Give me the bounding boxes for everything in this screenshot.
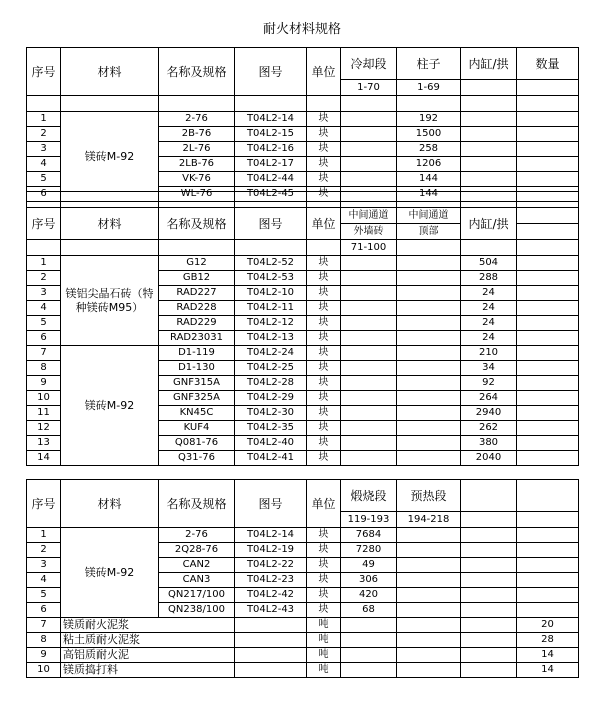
material-cell: 镁砖M-92	[61, 528, 159, 618]
header-spec: 名称及规格	[159, 480, 235, 528]
table-row	[27, 256, 579, 271]
row-seq: 3	[27, 558, 61, 573]
row-calcining: 49	[341, 558, 397, 573]
header-qty: 数量	[517, 48, 579, 80]
row-unit: 块	[307, 588, 341, 603]
row-seq: 4	[27, 157, 61, 172]
row-drawing: T04L2-35	[235, 421, 307, 436]
row-drawing: T04L2-12	[235, 316, 307, 331]
row-spec: G12	[159, 256, 235, 271]
row-unit: 块	[307, 421, 341, 436]
row-lining: 92	[461, 376, 517, 391]
header-unit: 单位	[307, 48, 341, 96]
header-outer-wall: 外墙砖	[341, 224, 397, 240]
row-column: 258	[397, 142, 461, 157]
row-drawing: T04L2-14	[235, 112, 307, 127]
row-unit: 块	[307, 271, 341, 286]
row-seq: 9	[27, 648, 61, 663]
row-unit: 块	[307, 436, 341, 451]
row-unit: 块	[307, 558, 341, 573]
row-drawing: T04L2-24	[235, 346, 307, 361]
header-material: 材料	[61, 208, 159, 240]
row-seq: 12	[27, 421, 61, 436]
row-drawing: T04L2-13	[235, 331, 307, 346]
header-seq: 序号	[27, 480, 61, 528]
row-lining: 24	[461, 331, 517, 346]
header-cooling: 冷却段	[341, 48, 397, 80]
row-unit: 块	[307, 451, 341, 466]
row-drawing: T04L2-19	[235, 543, 307, 558]
row-seq: 5	[27, 316, 61, 331]
row-spec: 2L-76	[159, 142, 235, 157]
section-1-table	[26, 47, 579, 202]
row-unit: 块	[307, 346, 341, 361]
material-cell: 镁砖M-92	[61, 112, 159, 202]
row-spec: CAN3	[159, 573, 235, 588]
row-spec: 2LB-76	[159, 157, 235, 172]
row-spec: VK-76	[159, 172, 235, 187]
row-spec: RAD229	[159, 316, 235, 331]
row-unit: 块	[307, 391, 341, 406]
row-seq: 6	[27, 603, 61, 618]
row-unit: 块	[307, 142, 341, 157]
range-preheat: 194-218	[397, 512, 461, 528]
row-seq: 3	[27, 286, 61, 301]
header-material: 材料	[61, 480, 159, 528]
row-drawing: T04L2-17	[235, 157, 307, 172]
row-spec: GNF315A	[159, 376, 235, 391]
row-spec: Q081-76	[159, 436, 235, 451]
row-unit: 吨	[307, 633, 341, 648]
row-column: 192	[397, 112, 461, 127]
row-unit: 块	[307, 187, 341, 202]
header-material: 材料	[61, 48, 159, 96]
table-row	[27, 633, 579, 648]
row-drawing: T04L2-15	[235, 127, 307, 142]
row-unit: 块	[307, 361, 341, 376]
row-seq: 10	[27, 391, 61, 406]
row-material: 镁质耐火泥浆	[61, 618, 235, 633]
row-column: 144	[397, 187, 461, 202]
row-unit: 块	[307, 256, 341, 271]
row-spec: 2B-76	[159, 127, 235, 142]
row-column: 144	[397, 172, 461, 187]
row-lining: 264	[461, 391, 517, 406]
row-drawing: T04L2-53	[235, 271, 307, 286]
material-cell: 镁铝尖晶石砖（特种镁砖M95）	[61, 256, 159, 346]
header-lining: 内缸/拱	[461, 208, 517, 240]
row-drawing: T04L2-30	[235, 406, 307, 421]
row-seq: 4	[27, 573, 61, 588]
row-drawing: T04L2-52	[235, 256, 307, 271]
header-mid-channel-1: 中间通道	[341, 208, 397, 224]
row-spec: KN45C	[159, 406, 235, 421]
row-seq: 7	[27, 346, 61, 361]
row-seq: 1	[27, 112, 61, 127]
row-spec: GB12	[159, 271, 235, 286]
header-spec: 名称及规格	[159, 208, 235, 240]
row-seq: 6	[27, 331, 61, 346]
row-unit: 块	[307, 376, 341, 391]
table-row	[27, 528, 579, 543]
row-seq: 7	[27, 618, 61, 633]
row-seq: 2	[27, 271, 61, 286]
row-drawing: T04L2-29	[235, 391, 307, 406]
row-spec: 2-76	[159, 528, 235, 543]
table-row	[27, 648, 579, 663]
section-2-table	[26, 191, 579, 466]
row-drawing: T04L2-23	[235, 573, 307, 588]
table-row	[27, 618, 579, 633]
row-qty: 20	[517, 618, 579, 633]
row-spec: WL-76	[159, 187, 235, 202]
row-seq: 2	[27, 127, 61, 142]
row-unit: 块	[307, 127, 341, 142]
row-seq: 14	[27, 451, 61, 466]
row-seq: 8	[27, 633, 61, 648]
row-calcining: 7280	[341, 543, 397, 558]
row-seq: 1	[27, 256, 61, 271]
row-lining: 34	[461, 361, 517, 376]
row-unit: 块	[307, 543, 341, 558]
row-lining: 504	[461, 256, 517, 271]
range-cooling: 1-70	[341, 80, 397, 96]
row-unit: 块	[307, 406, 341, 421]
header-drawing: 图号	[235, 48, 307, 96]
row-seq: 10	[27, 663, 61, 678]
row-qty: 28	[517, 633, 579, 648]
row-unit: 块	[307, 603, 341, 618]
row-unit: 吨	[307, 618, 341, 633]
row-lining: 2040	[461, 451, 517, 466]
range-column: 1-69	[397, 80, 461, 96]
header-seq: 序号	[27, 208, 61, 240]
header-drawing: 图号	[235, 480, 307, 528]
row-seq: 6	[27, 187, 61, 202]
row-spec: 2Q28-76	[159, 543, 235, 558]
row-lining: 2940	[461, 406, 517, 421]
table-row	[27, 663, 579, 678]
row-drawing: T04L2-22	[235, 558, 307, 573]
table-row	[27, 346, 579, 361]
row-seq: 2	[27, 543, 61, 558]
row-column: 1206	[397, 157, 461, 172]
row-spec: 2-76	[159, 112, 235, 127]
row-unit: 块	[307, 157, 341, 172]
row-seq: 13	[27, 436, 61, 451]
row-spec: RAD23031	[159, 331, 235, 346]
row-unit: 块	[307, 316, 341, 331]
row-spec: D1-130	[159, 361, 235, 376]
row-unit: 块	[307, 331, 341, 346]
header-column: 柱子	[397, 48, 461, 80]
row-unit: 块	[307, 528, 341, 543]
row-seq: 5	[27, 172, 61, 187]
row-lining: 24	[461, 286, 517, 301]
row-lining: 262	[461, 421, 517, 436]
row-spec: D1-119	[159, 346, 235, 361]
row-seq: 11	[27, 406, 61, 421]
range-calcining: 119-193	[341, 512, 397, 528]
row-spec: CAN2	[159, 558, 235, 573]
material-cell: 镁砖M-92	[61, 346, 159, 466]
header-unit: 单位	[307, 208, 341, 240]
row-seq: 3	[27, 142, 61, 157]
header-mid-channel-2: 中间通道	[397, 208, 461, 224]
row-qty: 14	[517, 648, 579, 663]
row-drawing: T04L2-40	[235, 436, 307, 451]
header-calcining: 煅烧段	[341, 480, 397, 512]
row-spec: QN238/100	[159, 603, 235, 618]
row-drawing: T04L2-43	[235, 603, 307, 618]
row-drawing: T04L2-14	[235, 528, 307, 543]
row-lining: 24	[461, 316, 517, 331]
row-unit: 吨	[307, 648, 341, 663]
page-title: 耐火材料规格	[262, 22, 341, 37]
row-calcining: 306	[341, 573, 397, 588]
row-drawing: T04L2-44	[235, 172, 307, 187]
row-material: 粘土质耐火泥浆	[61, 633, 235, 648]
header-preheat: 预热段	[397, 480, 461, 512]
section-3-table	[26, 479, 579, 678]
row-seq: 4	[27, 301, 61, 316]
row-drawing: T04L2-28	[235, 376, 307, 391]
row-material: 高铝质耐火泥	[61, 648, 235, 663]
row-drawing: T04L2-16	[235, 142, 307, 157]
row-spec: RAD228	[159, 301, 235, 316]
row-drawing: T04L2-42	[235, 588, 307, 603]
row-drawing: T04L2-10	[235, 286, 307, 301]
range-mid-channel: 71-100	[341, 240, 397, 256]
header-unit: 单位	[307, 480, 341, 528]
row-lining: 24	[461, 301, 517, 316]
row-drawing: T04L2-45	[235, 187, 307, 202]
row-calcining: 7684	[341, 528, 397, 543]
row-calcining: 68	[341, 603, 397, 618]
row-seq: 9	[27, 376, 61, 391]
header-seq: 序号	[27, 48, 61, 96]
row-spec: QN217/100	[159, 588, 235, 603]
table-row	[27, 112, 579, 127]
row-spec: GNF325A	[159, 391, 235, 406]
row-unit: 块	[307, 172, 341, 187]
row-column: 1500	[397, 127, 461, 142]
row-unit: 块	[307, 286, 341, 301]
row-lining: 288	[461, 271, 517, 286]
row-drawing: T04L2-41	[235, 451, 307, 466]
row-material: 镁质捣打料	[61, 663, 235, 678]
row-unit: 块	[307, 573, 341, 588]
row-spec: Q31-76	[159, 451, 235, 466]
row-unit: 吨	[307, 663, 341, 678]
header-spec: 名称及规格	[159, 48, 235, 96]
row-unit: 块	[307, 112, 341, 127]
row-spec: KUF4	[159, 421, 235, 436]
row-drawing: T04L2-25	[235, 361, 307, 376]
header-lining: 内缸/拱	[461, 48, 517, 80]
row-lining: 380	[461, 436, 517, 451]
row-lining: 210	[461, 346, 517, 361]
row-spec: RAD227	[159, 286, 235, 301]
row-calcining: 420	[341, 588, 397, 603]
row-seq: 1	[27, 528, 61, 543]
row-seq: 8	[27, 361, 61, 376]
header-top: 顶部	[397, 224, 461, 240]
row-unit: 块	[307, 301, 341, 316]
row-drawing: T04L2-11	[235, 301, 307, 316]
header-drawing: 图号	[235, 208, 307, 240]
row-qty: 14	[517, 663, 579, 678]
row-seq: 5	[27, 588, 61, 603]
